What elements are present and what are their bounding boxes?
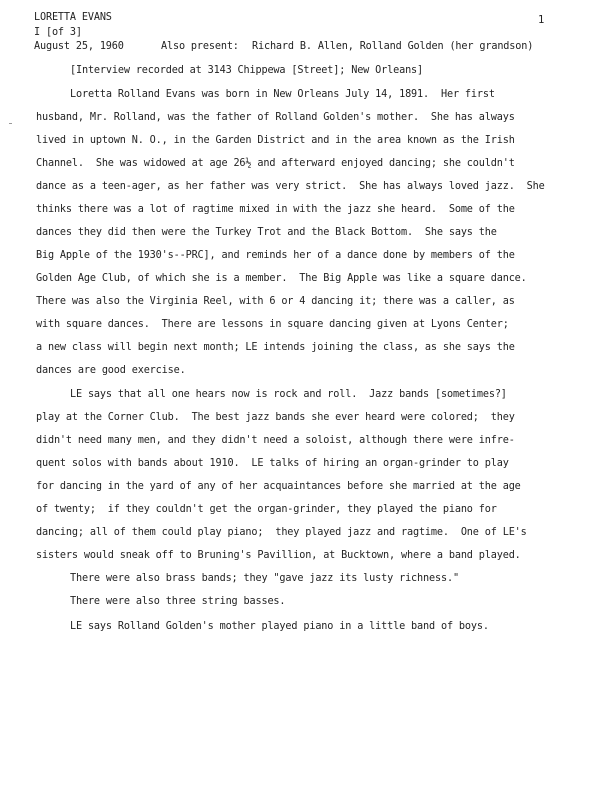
text-line: sisters would sneak off to Bruning's Pavillion, at Bucktown, where a band played. xyxy=(36,550,521,561)
interviewee-name: LORETTA EVANS xyxy=(34,12,112,23)
text-line: thinks there was a lot of ragtime mixed in with the jazz she heard. Some of the xyxy=(36,204,515,215)
text-line: LE says Rolland Golden's mother played piano in a little band of boys. xyxy=(70,621,489,632)
text-line: dance as a teen-ager, as her father was very strict. She has always loved jazz. She xyxy=(36,181,545,192)
also-present-label: Also present: xyxy=(161,41,239,52)
text-line: LE says that all one hears now is rock and roll. Jazz bands [sometimes?] xyxy=(70,389,507,400)
text-line: a new class will begin next month; LE intends joining the class, as she says the xyxy=(36,342,515,353)
text-line: husband, Mr. Rolland, was the father of Rolland Golden's mother. She has always xyxy=(36,112,515,123)
text-line: Loretta Rolland Evans was born in New Orleans July 14, 1891. Her first xyxy=(70,89,495,100)
reel-label: I [of 3] xyxy=(34,27,82,38)
text-line: with square dances. There are lessons in square dancing given at Lyons Center; xyxy=(36,319,509,330)
interview-date: August 25, 1960 xyxy=(34,41,124,52)
text-line: play at the Corner Club. The best jazz bands she ever heard were colored; they xyxy=(36,412,515,423)
recording-location-note: [Interview recorded at 3143 Chippewa [Street]; New Orleans] xyxy=(70,65,424,76)
text-line: dances are good exercise. xyxy=(36,365,186,376)
text-line: There were also three string basses. xyxy=(70,596,286,607)
text-line: dances they did then were the Turkey Trot and the Black Bottom. She says the xyxy=(36,227,497,238)
stray-mark xyxy=(9,123,12,124)
text-line: Golden Age Club, of which she is a member. The Big Apple was like a square dance. xyxy=(36,273,527,284)
text-line: Channel. She was widowed at age 26½ and afterward enjoyed dancing; she couldn't xyxy=(36,158,515,169)
text-line: quent solos with bands about 1910. LE talks of hiring an organ-grinder to play xyxy=(36,458,509,469)
page-number: 1 xyxy=(538,14,545,26)
text-line: lived in uptown N. O., in the Garden District and in the area known as the Irish xyxy=(36,135,515,146)
text-line: There were also brass bands; they "gave jazz its lusty richness." xyxy=(70,573,459,584)
text-line: for dancing in the yard of any of her acquaintances before she married at the age xyxy=(36,481,521,492)
text-line: There was also the Virginia Reel, with 6 or 4 dancing it; there was a caller, as xyxy=(36,296,515,307)
text-line: of twenty; if they couldn't get the organ-grinder, they played the piano for xyxy=(36,504,497,515)
also-present-names: Richard B. Allen, Rolland Golden (her grandson) xyxy=(252,41,534,52)
text-line: Big Apple of the 1930's--PRC], and reminds her of a dance done by members of the xyxy=(36,250,515,261)
text-line: didn't need many men, and they didn't need a soloist, although there were infre- xyxy=(36,435,515,446)
text-line: dancing; all of them could play piano; they played jazz and ragtime. One of LE's xyxy=(36,527,527,538)
